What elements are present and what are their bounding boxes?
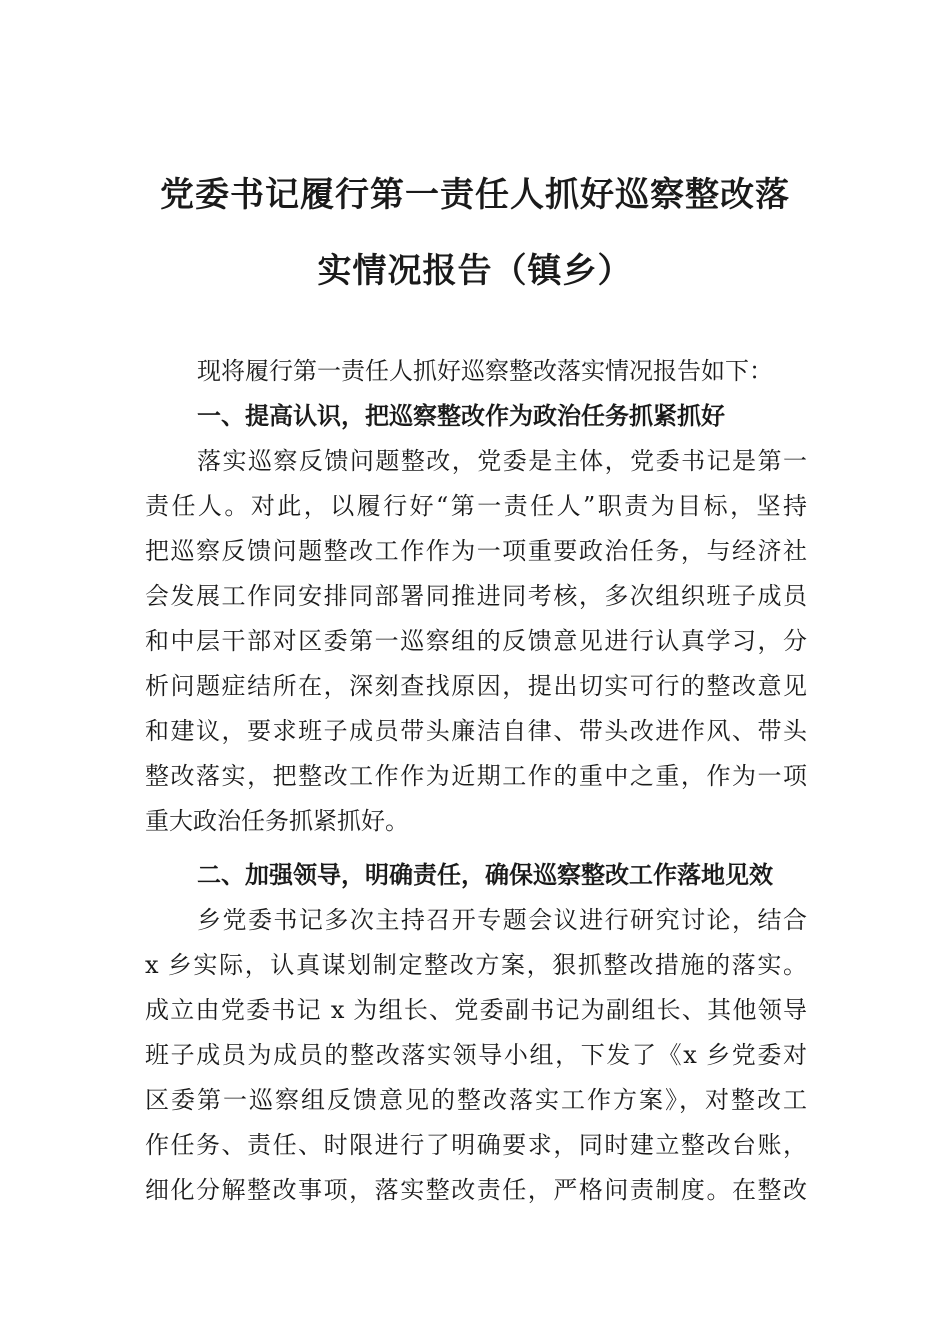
paragraph-line: 区委第一巡察组反馈意见的整改落实工作方案》，对整改工 [145, 1086, 807, 1114]
paragraph-line: 落实巡察反馈问题整改，党委是主体，党委书记是第一 [197, 447, 807, 475]
paragraph-line: 会发展工作同安排同部署同推进同考核，多次组织班子成员 [145, 582, 807, 610]
paragraph-line: 细化分解整改事项，落实整改责任，严格问责制度。在整改 [145, 1176, 807, 1204]
paragraph-line: 和建议，要求班子成员带头廉洁自律、带头改进作风、带头 [145, 717, 807, 745]
paragraph-line: 班子成员为成员的整改落实领导小组，下发了《x 乡党委对 [145, 1041, 807, 1069]
title-line-2: 实情况报告（镇乡） [317, 251, 633, 291]
document-title [145, 157, 805, 309]
intro-paragraph: 现将履行第一责任人抓好巡察整改落实情况报告如下： [197, 357, 773, 385]
section-2-heading: 二、加强领导，明确责任，确保巡察整改工作落地见效 [197, 861, 773, 889]
paragraph-line: 和中层干部对区委第一巡察组的反馈意见进行认真学习，分 [145, 627, 807, 655]
paragraph-line: 责任人。对此，以履行好“第一责任人”职责为目标，坚持 [145, 492, 807, 520]
document-body [145, 349, 807, 1213]
title-line-1: 党委书记履行第一责任人抓好巡察整改落 [160, 175, 790, 215]
section-1-paragraph [145, 439, 807, 844]
paragraph-line: 重大政治任务抓紧抓好。 [145, 807, 409, 835]
paragraph-line: 析问题症结所在，深刻查找原因，提出切实可行的整改意见 [145, 672, 807, 700]
section-2-paragraph [145, 898, 807, 1213]
paragraph-line: 整改落实，把整改工作作为近期工作的重中之重，作为一项 [145, 762, 807, 790]
paragraph-line: 乡党委书记多次主持召开专题会议进行研究讨论，结合 [197, 906, 807, 934]
section-1-heading: 一、提高认识，把巡察整改作为政治任务抓紧抓好 [197, 402, 725, 430]
paragraph-line: x 乡实际，认真谋划制定整改方案，狠抓整改措施的落实。 [145, 951, 807, 979]
paragraph-line: 把巡察反馈问题整改工作作为一项重要政治任务，与经济社 [145, 537, 807, 565]
paragraph-line: 作任务、责任、时限进行了明确要求，同时建立整改台账， [145, 1131, 807, 1159]
paragraph-line: 成立由党委书记 x 为组长、党委副书记为副组长、其他领导 [145, 996, 807, 1024]
